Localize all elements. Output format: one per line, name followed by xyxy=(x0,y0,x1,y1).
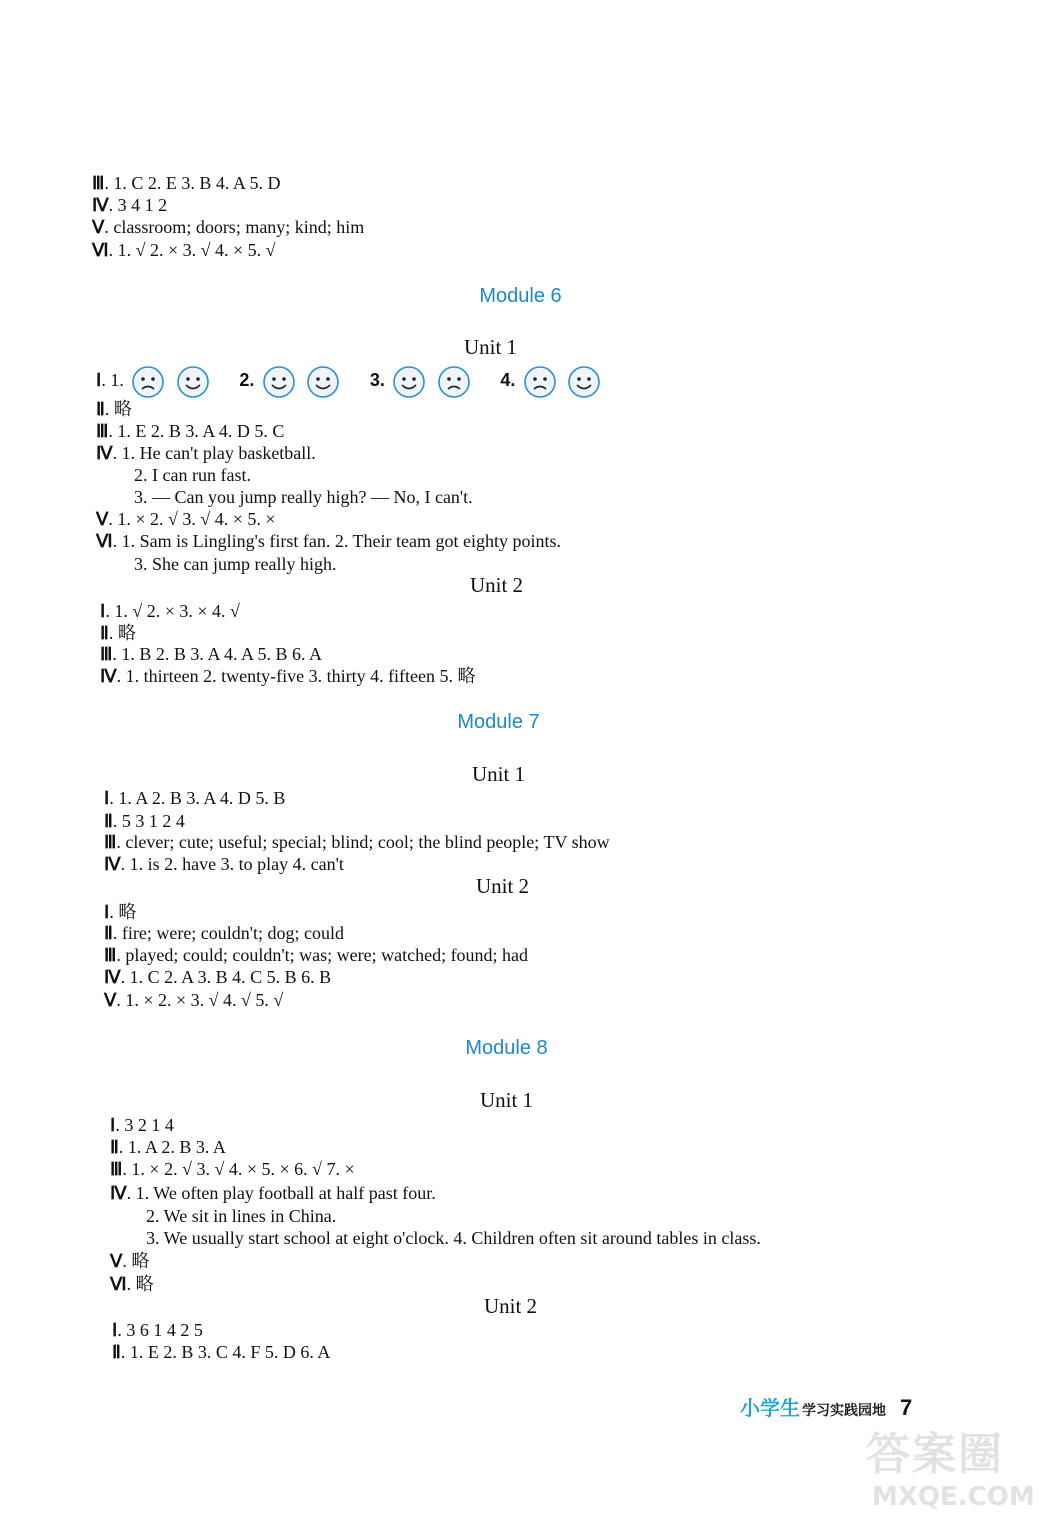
answer-line: Ⅲ. clever; cute; useful; special; blind; cool; the blind people; TV show xyxy=(104,832,610,852)
answer-line: Ⅱ. 1. A 2. B 3. A xyxy=(110,1137,226,1157)
answer-line: Ⅳ. 1. is 2. have 3. to play 4. can't xyxy=(104,854,344,874)
page-footer xyxy=(740,1392,912,1421)
watermark xyxy=(866,1418,1036,1528)
unit-title: Unit 2 xyxy=(469,573,524,597)
smile-face-icon xyxy=(306,365,340,399)
answer-line: Ⅰ. 1. √ 2. × 3. × 4. √ xyxy=(100,601,240,621)
answer-line: Ⅱ. 1. E 2. B 3. C 4. F 5. D 6. A xyxy=(112,1342,331,1362)
answer-subline: 3. — Can you jump really high? — No, I can't. xyxy=(134,487,473,507)
sad-face-icon xyxy=(523,365,557,399)
smile-face-icon xyxy=(392,365,426,399)
answer-line: Ⅳ. 1. thirteen 2. twenty-five 3. thirty 4. fifteen 5. 略 xyxy=(100,666,476,686)
answer-line: Ⅵ. 1. √ 2. × 3. √ 4. × 5. √ xyxy=(92,240,276,260)
answer-line: Ⅳ. 1. He can't play basketball. xyxy=(96,443,316,463)
answer-line: Ⅰ. 略 xyxy=(104,902,137,922)
answer-line: Ⅴ. 1. × 2. √ 3. √ 4. × 5. × xyxy=(96,509,276,529)
answer-line: Ⅳ. 1. We often play football at half past four. xyxy=(110,1183,436,1203)
module-title: Module 6 xyxy=(479,285,562,307)
answer-line: Ⅳ. 3 4 1 2 xyxy=(92,195,168,215)
answer-line: Ⅵ. 略 xyxy=(110,1274,154,1294)
smile-face-icon xyxy=(567,365,601,399)
answer-subline: 2. We sit in lines in China. xyxy=(146,1206,337,1226)
answer-subline: 2. I can run fast. xyxy=(134,465,251,485)
answer-line: Ⅴ. 1. × 2. × 3. √ 4. √ 5. √ xyxy=(104,990,284,1010)
answer-line: Ⅰ. 3 6 1 4 2 5 xyxy=(112,1320,203,1340)
sad-face-icon xyxy=(131,365,165,399)
unit-title: Unit 2 xyxy=(483,1294,538,1318)
answer-line: Ⅲ. 1. E 2. B 3. A 4. D 5. C xyxy=(96,421,285,441)
module-title: Module 7 xyxy=(457,711,540,733)
answer-line: Ⅲ. played; could; couldn't; was; were; watched; found; had xyxy=(104,945,529,965)
unit-title: Unit 1 xyxy=(471,762,526,786)
smile-face-icon xyxy=(176,365,210,399)
answer-line: Ⅳ. 1. C 2. A 3. B 4. C 5. B 6. B xyxy=(104,967,332,987)
footer-brand-sub: 学习实践园地 xyxy=(802,1402,886,1418)
answer-line-faces: Ⅰ. 1. 2. 3. 4. xyxy=(96,363,604,399)
watermark-url: MXQE.COM xyxy=(872,1482,1035,1512)
unit-title: Unit 1 xyxy=(463,335,518,359)
page-number: 7 xyxy=(900,1395,913,1420)
answer-line: Ⅲ. 1. C 2. E 3. B 4. A 5. D xyxy=(92,173,281,193)
unit-title: Unit 2 xyxy=(475,874,530,898)
watermark-logo: 答案圈 xyxy=(866,1429,1004,1480)
answer-line: Ⅱ. 略 xyxy=(96,399,132,419)
answer-line: Ⅱ. fire; were; couldn't; dog; could xyxy=(104,923,345,943)
answer-line: Ⅲ. 1. × 2. √ 3. √ 4. × 5. × 6. √ 7. × xyxy=(110,1159,355,1179)
answer-line: Ⅴ. 略 xyxy=(110,1251,150,1271)
footer-brand: 小学生 xyxy=(740,1398,800,1420)
answer-line: Ⅴ. classroom; doors; many; kind; him xyxy=(92,217,365,237)
answer-line: Ⅲ. 1. B 2. B 3. A 4. A 5. B 6. A xyxy=(100,644,322,664)
sad-face-icon xyxy=(437,365,471,399)
answer-subline: 3. She can jump really high. xyxy=(134,554,337,574)
answer-line: Ⅰ. 3 2 1 4 xyxy=(110,1115,174,1135)
unit-title: Unit 1 xyxy=(479,1088,534,1112)
module-title: Module 8 xyxy=(465,1037,548,1059)
smile-face-icon xyxy=(262,365,296,399)
answer-line: Ⅱ. 略 xyxy=(100,623,136,643)
answer-line: Ⅵ. 1. Sam is Lingling's first fan. 2. Their team got eighty points. xyxy=(96,531,561,551)
answer-line: Ⅱ. 5 3 1 2 4 xyxy=(104,811,185,831)
answer-line: Ⅰ. 1. A 2. B 3. A 4. D 5. B xyxy=(104,788,286,808)
answer-subline: 3. We usually start school at eight o'clock. 4. Children often sit around tables in class. xyxy=(146,1228,761,1248)
